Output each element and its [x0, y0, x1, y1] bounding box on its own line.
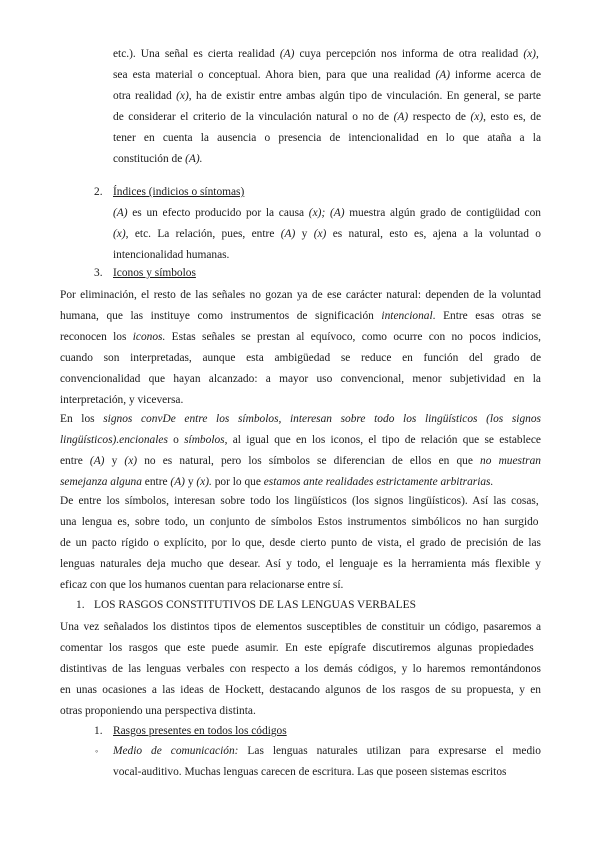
- text: , esto es, de: [483, 111, 542, 123]
- text: otras proponiendo una perspectiva distinta.: [60, 705, 256, 717]
- text: entre: [141, 476, 171, 488]
- text: y: [184, 476, 197, 488]
- text-line: [113, 68, 541, 82]
- list-number: 3.: [94, 267, 103, 279]
- text-line: [60, 393, 183, 407]
- text-line: [60, 578, 343, 592]
- text: etc.). Una señal es cierta realidad: [113, 48, 280, 60]
- text-line: [60, 494, 539, 508]
- text-line: [113, 152, 203, 166]
- text: De entre los símbolos, interesan sobre todo los lingüísticos (los signos lingüísticos). Así las cosas,: [60, 495, 539, 507]
- text-line: [60, 683, 541, 697]
- text: respecto de: [408, 111, 471, 123]
- italic-text: (A): [113, 207, 128, 219]
- italic-text: (x): [313, 228, 327, 240]
- text: En los: [60, 413, 104, 425]
- text: , ha de existir entre ambas algún tipo de vinculación. En general, se parte: [188, 90, 541, 102]
- text: vocal-auditivo. Muchas lenguas carecen de escritura. Las que poseen sistemas escritos: [113, 766, 507, 778]
- text-line: [60, 620, 541, 634]
- text-line: [60, 641, 534, 655]
- text: sea esta material o conceptual. Ahora bien, para que una realidad: [113, 69, 436, 81]
- text: intencionalidad humanas.: [113, 249, 230, 261]
- italic-text: (A): [89, 455, 105, 467]
- italic-text: (x); (A): [308, 207, 345, 219]
- text: o: [167, 434, 185, 446]
- italic-text: (x): [470, 111, 484, 123]
- text: por lo que: [211, 476, 264, 488]
- text: Estas señales se prestan al equívoco, como ocurre con no pocos indicios,: [165, 331, 542, 343]
- text-line: [60, 412, 541, 426]
- text-line: [60, 475, 493, 489]
- text: en unas ocasiones a las ideas de Hockett, destacando algunos de los rasgos de su propuesta, y en: [60, 684, 541, 696]
- text: y: [295, 228, 314, 240]
- text-line: [60, 433, 541, 447]
- text: muestra algún grado de contigüidad con: [344, 207, 542, 219]
- italic-text: semejanza alguna: [60, 476, 142, 488]
- text: . Entre esas otras se: [432, 310, 542, 322]
- text: y: [104, 455, 125, 467]
- text: humana, que las instituye como instrumentos de significación: [60, 310, 382, 322]
- text: es natural, esto es, ajena a la voluntad o: [326, 228, 541, 240]
- text-line: [113, 744, 541, 758]
- text: cuando son interpretadas, aunque esta ambigüedad se reduce en función del grado de: [60, 352, 542, 364]
- italic-text: (x): [176, 90, 189, 102]
- text: convencionalidad que hayan alcanzado: a mayor uso convencional, menor subjetividad en la: [60, 373, 541, 385]
- text-line: [60, 330, 541, 344]
- text: otra realidad: [113, 90, 177, 102]
- text-line: [60, 557, 541, 571]
- italic-text: lingüísticos).encionales: [60, 434, 168, 446]
- italic-text: Medio de comunicación:: [113, 745, 239, 757]
- italic-text: signos convDe entre los símbolos, interesan sobre todo los lingüísticos (los signos: [103, 413, 541, 425]
- text: Por eliminación, el resto de las señales no gozan ya de ese carácter natural: dependen de la voluntad: [60, 289, 541, 301]
- text: eficaz con que los humanos cuentan para relacionarse entre sí.: [60, 579, 344, 591]
- text-line: [60, 372, 541, 386]
- text: Una vez señalados los distintos tipos de elementos susceptibles de constituir un código, pasaremos a: [60, 621, 542, 633]
- section-title: LOS RASGOS CONSTITUTIVOS DE LAS LENGUAS VERBALES: [94, 599, 416, 611]
- italic-text: (A): [279, 48, 295, 60]
- text-line: [60, 536, 541, 550]
- text-line: [113, 47, 539, 61]
- text: etc. La relación, pues, entre: [128, 228, 281, 240]
- italic-text: iconos.: [132, 331, 166, 343]
- italic-text: (x),: [113, 228, 129, 240]
- text: es un efecto producido por la causa: [127, 207, 309, 219]
- text: de un pacto rígido o explícito, por lo que, desde cierto punto de vista, el grado de precisión de las: [60, 537, 541, 549]
- italic-text: (A): [170, 476, 185, 488]
- text: comentar los rasgos que este puede asumir. En este epígrafe discutiremos algunas propiedades: [60, 642, 534, 654]
- text-line: [113, 765, 506, 779]
- text: distintivas de las lenguas verbales con respecto a los demás códigos, y lo haremos remontándonos: [60, 663, 541, 675]
- text: lenguas naturales deja mucho que desear. Así y todo, el lenguaje es la herramienta más flexible y: [60, 558, 541, 570]
- text: , al igual que en los iconos, el tipo de relación que se establece: [224, 434, 541, 446]
- text-line: [113, 110, 541, 124]
- text: una lengua es, sobre todo, un conjunto de símbolos Estos instrumentos simbólicos no han surgido: [60, 516, 539, 528]
- text-line: [60, 309, 541, 323]
- text-line: [113, 206, 541, 220]
- italic-text: no muestran: [480, 455, 541, 467]
- italic-text: (A): [280, 228, 296, 240]
- section-number: 1.: [76, 599, 85, 611]
- text-line: [60, 288, 541, 302]
- list-heading-iconos: Iconos y símbolos: [113, 267, 196, 279]
- text: constitución de: [113, 153, 186, 165]
- italic-text: (x): [124, 455, 138, 467]
- text-line: [60, 662, 541, 676]
- italic-text: estamos ante realidades estrictamente arbitrarias.: [263, 476, 494, 488]
- italic-text: (x),: [523, 48, 539, 60]
- text: informe acerca de: [449, 69, 542, 81]
- text-line: [113, 89, 541, 103]
- text: interpretación, y viceversa.: [60, 394, 184, 406]
- text: de considerar el criterio de la vinculación natural o no de: [113, 111, 394, 123]
- text-line: [60, 454, 541, 468]
- text-line: [60, 704, 256, 718]
- text: no es natural, pero los símbolos se diferencian de ellos en que: [137, 455, 481, 467]
- subsection-heading: Rasgos presentes en todos los códigos: [113, 725, 287, 737]
- bullet-marker: ◦: [95, 746, 99, 756]
- text: tener en cuenta la ausencia o presencia de intencionalidad en lo que ataña a la: [113, 132, 542, 144]
- italic-text: (x).: [196, 476, 212, 488]
- italic-text: símbolos: [184, 434, 225, 446]
- text-line: [60, 351, 541, 365]
- italic-text: (A).: [185, 153, 203, 165]
- text-line: [60, 515, 539, 529]
- text: reconocen los: [60, 331, 133, 343]
- text: entre: [60, 455, 90, 467]
- subsection-number: 1.: [94, 725, 103, 737]
- italic-text: (A): [435, 69, 450, 81]
- list-heading-indices: Índices (indicios o síntomas): [113, 186, 245, 198]
- text: Las lenguas naturales utilizan para expresarse el medio: [238, 745, 542, 757]
- text-line: [113, 227, 541, 241]
- italic-text: intencional: [381, 310, 433, 322]
- text-line: [113, 248, 229, 262]
- text-line: [113, 131, 541, 145]
- italic-text: (A): [393, 111, 409, 123]
- list-number: 2.: [94, 186, 103, 198]
- text: cuya percepción nos informa de otra realidad: [294, 48, 524, 60]
